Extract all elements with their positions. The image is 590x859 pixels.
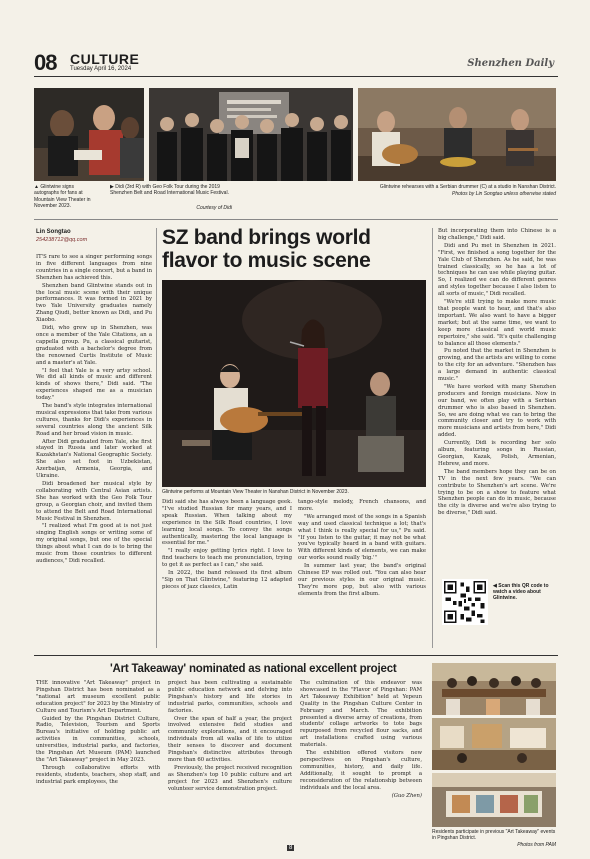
paragraph: IT'S rare to see a singer performing songs in five different languages from nine countries in a single concert, but a band in Shenzhen has achieved this. [36,254,152,281]
headline-line-1: SZ band brings world [162,226,371,249]
issue-date: Tuesday April 16, 2024 [70,66,132,72]
paragraph: The culmination of this endeavor was showcased in the "Flavor of Pingshan: PAM Art Takeaway Exhibition" held at Yepeun Quality in the Pingshan Culture Center in February and March. The exhibition presented a diverse array of creations, from students' collage artworks to tote bags repurposed from recycled flour sacks, and art installations crafted using various materials. [300,680,422,749]
qr-code-image [442,579,488,625]
footer-page-marker: 8 [289,845,293,851]
page-number: 08 [34,50,57,75]
paragraph: "We have worked with many Shenzhen producers and foreign musicians. Now in our band, we often play with a Serbian drummer who is also based in Shenzhen. So, we are doing what we can to bring the community closer and try to work with more musicians and artists from here," Didi added. [438,383,556,439]
photo-geo-folk-tour [149,88,353,181]
paragraph: In summer last year, the band's original Chinese EP was rolled out. "You can also hear our previous styles in our original music. They're more pop, but also with various elements from the first album. [298,563,426,597]
article1-column-3 [298,499,426,649]
paragraph: Currently, Didi is recording her solo album, featuring songs in Russian, Georgian, Kazak, Polish, Armenian, Hebrew, and more. [438,440,556,467]
paragraph: Over the span of half a year, the project involved extensive field studies and community explorations, and it encouraged individuals from all walks of life to utilize their senses to discover and document Pingshan's distinctive attributes through more than 60 activities. [168,715,292,763]
article2-column-2 [168,680,292,840]
article2-headline: 'Art Takeaway' nominated as national excellent project [110,663,397,675]
paragraph: "We're still trying to make more music that people want to hear, and that's also important. We also want to have a bigger market; but at the same time, we want to keep more classical and world music repertoire," she said. "It's quite challenging to balance all those elements." [438,299,556,347]
paragraph: After Didi graduated from Yale, she first stayed in Russia and later worked at Kazakhstan's National Geographic Society. She also set foot in Uzbekistan, Azerbaijan, Armenia, Georgia, and Ukraine. [36,438,152,480]
paragraph: Shenzhen band Glintwine stands out in the local music scene with their unique performances. It was formed in 2021 by two Yale University graduates namely Zhang Qiudi, better known as Didi, and Pu Xiaobo. [36,282,152,324]
paragraph: Didi and Pu met in Shenzhen in 2021. "First, we finished a song together for the Yale Club of Shenzhen. As he said, he was trained classically, so he has a lot of techniques he can use while playing guitar. So, I realized we can do different genres and styles together because I also listen to all sorts of music," Didi recalled. [438,242,556,298]
credit-photos: Photos by Lin Songtao unless otherwise stated [452,191,556,197]
masthead-rule [34,76,558,77]
paragraph: "I feel that Yale is a very artsy school. We did all kinds of music and different kinds of shows there," Didi said. "The experiences shaped me as a musician today." [36,367,152,402]
paragraph: But incorporating them into Chinese is a big challenge," Didi said. [438,228,556,241]
photo-autographs [34,88,144,181]
paragraph: The exhibition offered visitors new perspectives on Pingshan's culture, communities, history, and daily life. Additionally, it sought to prompt a reconsideration of the relationship between individuals and the local area. [300,750,422,791]
newspaper-logo: Shenzhen Daily [467,58,554,69]
caption-studio: Glintwine rehearses with a Serbian drummer (C) at a studio in Nanshan District. [379,184,556,190]
article2-column-3 [300,680,422,840]
article2-column-1 [36,680,160,840]
photo-art-takeaway-2 [432,718,556,770]
divider-top [34,219,558,220]
paragraph: "We arranged most of the songs in a Spanish way and used classical technique a lot; that's what I think is really special for us," Pu said. "If you listen to the guitar, it may not be what you've typically heard in a band with guitars. With different kinds of elements, we can make our works sound really 'big.'" [298,513,426,562]
section-title: CULTURE [70,51,140,67]
caption-main-photo: Glintwine performs at Mountain View Theater in Nanshan District in November 2023. [162,489,349,495]
article1-column-1 [36,254,152,644]
caption-geo-folk-tour: ▶ Didi (3rd R) with Geo Folk Tour during the 2019 Shenzhen Belt and Road International Music Festival. [110,184,229,197]
paragraph: Didi said she has always been a language geek. "I've studied Russian for many years, and I speak Russian. When talking about my experience in the Silk Road countries, I love learning local songs. To convey the songs authentically, mastering the local language is essential for me." [162,499,292,547]
paragraph: "I realized what I'm good at is not just singing English songs or writing some of my original songs, but one of the special things about what I can do is to bring the music from those countries to different audiences," Didi recalled. [36,523,152,564]
divider-article2 [34,655,558,656]
paragraph: Didi broadened her musical style by collaborating with Central Asian artists. She has worked with the Geo Folk Tour group, a Georgian choir, and invited them to attend the Belt and Road International Music Festival in Shenzhen. [36,481,152,522]
headline [162,226,432,272]
paragraph: In 2022, the band released its first album "Sip on That Glintwine," featuring 12 adapted pieces of jazz classics, Latin [162,570,292,590]
paragraph: Through collaborative efforts with residents, students, teachers, shop staff, and industrial park employees, the [36,764,160,785]
article1-column-4 [438,228,556,574]
photo-studio-rehearsal [358,88,556,181]
credit-pam: Photos from PAM [517,842,556,848]
paragraph: Guided by the Pingshan District Culture, Radio, Television, Tourism and Sports Bureau's initiative of holding public art activities in communities, schools, universities, industrial parks, and factories, the Pingshan Art Museum (PAM) launched the "Art Takeaway" project in May 2023. [36,715,160,763]
paragraph: tango-style melody, French chansons, and more. [298,499,426,512]
paragraph: THE innovative "Art Takeaway" project in Pingshan District has been nominated as a "national art museum excellent public education project" for 2023 by the Ministry of Culture and Tourism's Art Department. [36,680,160,714]
photo-art-takeaway-3 [432,773,556,827]
caption-art-takeaway: Residents participate in previous "Art Takeaway" events in Pingshan District. [432,829,556,842]
article1-column-2 [162,499,292,649]
paragraph: The band members hope they can be on TV in the next few years. "We can contribute to Shenzhen's art scene. We're trying to be on a show to feature what Shenzhen people can do in music, because the city is diverse and we're also trying to be diverse," Didi said. [438,468,556,517]
photo-main-performance [162,280,426,487]
paragraph: project has been cultivating a sustainable public education network and delving into Pingshan's history and life stories in industrial parks, communities, schools and factories. [168,680,292,714]
credit-courtesy: Courtesy of Didi [196,205,232,211]
paragraph: The band's style integrates international musical expressions that take from various cultures, thanks for Didi's experiences in several countries along the ancient Silk Road and her broad vision in music. [36,403,152,437]
paragraph: "I really enjoy getting lyrics right. I love to find teachers to teach me pronunciation, trying to get it as perfect as I can," she said. [162,548,292,569]
caption-autographs: ▲ Glintwine signs autographs for fans at Mountain View Theater in November 2023. [34,184,91,209]
byline: Lin Songtao [36,229,71,235]
qr-caption: ◀ Scan this QR code to watch a video about Glintwine. [493,583,549,602]
byline-email: 254238712@qq.com [36,237,88,243]
headline-line-2: flavor to music scene [162,249,371,272]
photo-art-takeaway-1 [432,663,556,715]
paragraph: Previously, the project received recognition as Shenzhen's top 10 public culture and art project for 2023 and Shenzhen's culture volunteer service demonstration project. [168,764,292,792]
paragraph: Didi, who grew up in Shenzhen, was once a member of the Yale Citations, an a cappella group. Pu, a classical guitarist, graduated with a bachelor's degree from the renowned Curtis Institute of Music and a master's at Yale. [36,325,152,366]
signoff: (Guo Zhen) [391,792,422,799]
column-rule [432,228,433,648]
paragraph: Pu noted that the market in Shenzhen is growing, and the artists are willing to come to the city for an adventure. "Shenzhen has a large demand in authentic classical music." [438,348,556,383]
column-rule [156,228,157,648]
